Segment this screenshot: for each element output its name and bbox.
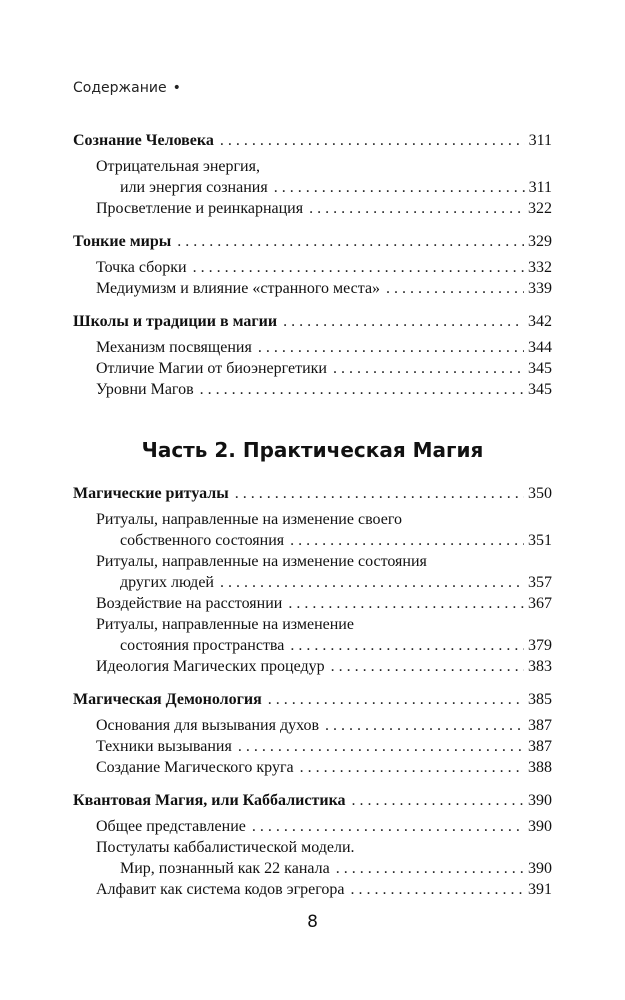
toc-entry [73, 572, 552, 593]
toc-entry-label: Создание Магического круга [96, 759, 294, 776]
dot-leader [238, 736, 524, 757]
toc-chapter-page: 390 [528, 792, 552, 809]
toc-entry-label: других людей [120, 574, 214, 591]
toc-entry-page: 390 [528, 860, 552, 877]
toc-entry-label: Основания для вызывания духов [96, 717, 320, 734]
toc-entry-label: Отличие Магии от биоэнергетики [96, 360, 327, 377]
toc-entry-page: 383 [528, 658, 552, 675]
toc-chapter-label: Квантовая Магия, или Каббалистика [73, 792, 346, 809]
toc-entry [73, 715, 552, 736]
dot-leader [200, 379, 524, 400]
toc-entry-label: Точка сборки [96, 259, 187, 276]
toc-entry-page: 387 [528, 717, 552, 734]
toc-entry-label: Ритуалы, направленные на изменение своего [96, 511, 402, 528]
toc-chapter-page: 385 [528, 691, 552, 708]
toc-entry-label: Механизм посвящения [96, 339, 252, 356]
dot-leader [309, 198, 524, 219]
toc-entry-page: 345 [528, 381, 552, 398]
toc-entry [73, 816, 552, 837]
toc-chapter-page: 329 [528, 233, 552, 250]
toc-chapter-label: Школы и традиции в магии [73, 313, 278, 330]
toc-entry [73, 736, 552, 757]
toc-section [73, 311, 552, 400]
toc-entry [73, 156, 552, 177]
toc-section [73, 790, 552, 900]
toc-chapter-label: Магические ритуалы [73, 485, 229, 502]
toc-entry [73, 858, 552, 879]
toc-entry [73, 757, 552, 778]
toc-entry [73, 337, 552, 358]
toc-entry [73, 551, 552, 572]
toc-entry-label: Ритуалы, направленные на изменение состояния [96, 553, 427, 570]
toc-chapter-page: 342 [528, 313, 552, 330]
toc-entry [73, 358, 552, 379]
toc-entry-label: Воздействие на расстоянии [96, 595, 283, 612]
dot-leader [386, 278, 524, 299]
toc-entry-label: Постулаты каббалистической модели. [96, 839, 355, 856]
toc-chapter [73, 231, 552, 252]
dot-leader [290, 530, 524, 551]
toc-entry [73, 509, 552, 530]
dot-leader [283, 311, 524, 332]
dot-leader [352, 790, 524, 811]
toc-entry-label: Идеология Магических процедур [96, 658, 325, 675]
toc-chapter-label: Тонкие миры [73, 233, 172, 250]
toc-entry-label: Алфавит как система кодов эгрегора [96, 881, 345, 898]
dot-leader [288, 593, 524, 614]
table-of-contents-part-2 [73, 483, 552, 912]
toc-entry-page: 357 [528, 574, 552, 591]
dot-leader [252, 816, 524, 837]
toc-entry-page: 367 [528, 595, 552, 612]
toc-entry [73, 379, 552, 400]
toc-entry-page: 344 [528, 339, 552, 356]
toc-chapter [73, 130, 552, 151]
table-of-contents-part-1 [73, 130, 552, 412]
toc-chapter-label: Сознание Человека [73, 132, 214, 149]
toc-entry-page: 390 [528, 818, 552, 835]
toc-entry-page: 388 [528, 759, 552, 776]
running-header-title: Содержание [73, 80, 167, 96]
header-bullet: • [172, 80, 181, 96]
toc-chapter [73, 311, 552, 332]
toc-entry-page: 345 [528, 360, 552, 377]
dot-leader [235, 483, 524, 504]
toc-entry-label: Ритуалы, направленные на изменение [96, 616, 354, 633]
toc-entry-page: 391 [528, 881, 552, 898]
toc-entry-label: собственного состояния [120, 532, 285, 549]
toc-entry-page: 332 [528, 259, 552, 276]
toc-entry [73, 879, 552, 900]
dot-leader [220, 130, 525, 151]
toc-entry [73, 656, 552, 677]
toc-section [73, 231, 552, 299]
toc-chapter [73, 790, 552, 811]
toc-entry [73, 593, 552, 614]
toc-entry [73, 614, 552, 635]
running-header [73, 80, 181, 96]
toc-entry-label: Общее представление [96, 818, 246, 835]
toc-entry-page: 387 [528, 738, 552, 755]
toc-chapter-label: Магическая Демонология [73, 691, 262, 708]
toc-entry-label: состояния пространства [120, 637, 285, 654]
dot-leader [274, 177, 525, 198]
dot-leader [258, 337, 524, 358]
toc-entry-page: 379 [528, 637, 552, 654]
toc-entry [73, 530, 552, 551]
dot-leader [331, 656, 524, 677]
toc-entry-label: Просветление и реинкарнация [96, 200, 304, 217]
toc-entry-label: Отрицательная энергия, [96, 158, 260, 175]
toc-entry-page: 322 [528, 200, 552, 217]
toc-section [73, 130, 552, 219]
toc-chapter-page: 311 [528, 132, 552, 149]
toc-entry [73, 198, 552, 219]
toc-entry-label: Мир, познанный как 22 канала [120, 860, 330, 877]
toc-entry-page: 339 [528, 280, 552, 297]
toc-entry [73, 837, 552, 858]
dot-leader [300, 757, 524, 778]
toc-chapter [73, 483, 552, 504]
dot-leader [336, 858, 524, 879]
dot-leader [193, 257, 524, 278]
part-heading: Часть 2. Практическая Магия [141, 438, 484, 462]
toc-entry-label: или энергия сознания [120, 179, 268, 196]
toc-section [73, 689, 552, 778]
toc-entry [73, 278, 552, 299]
toc-section [73, 483, 552, 677]
toc-entry-page: 351 [528, 532, 552, 549]
toc-chapter-page: 350 [528, 485, 552, 502]
toc-entry [73, 177, 552, 198]
dot-leader [268, 689, 524, 710]
dot-leader [177, 231, 524, 252]
toc-entry-page: 311 [528, 179, 552, 196]
page-number: 8 [307, 912, 318, 932]
dot-leader [333, 358, 524, 379]
toc-entry-label: Медиумизм и влияние «странного места» [96, 280, 381, 297]
dot-leader [325, 715, 524, 736]
toc-entry-label: Уровни Магов [96, 381, 194, 398]
dot-leader [220, 572, 524, 593]
toc-entry [73, 635, 552, 656]
toc-entry-label: Техники вызывания [96, 738, 232, 755]
dot-leader [290, 635, 524, 656]
toc-chapter [73, 689, 552, 710]
dot-leader [351, 879, 525, 900]
toc-entry [73, 257, 552, 278]
